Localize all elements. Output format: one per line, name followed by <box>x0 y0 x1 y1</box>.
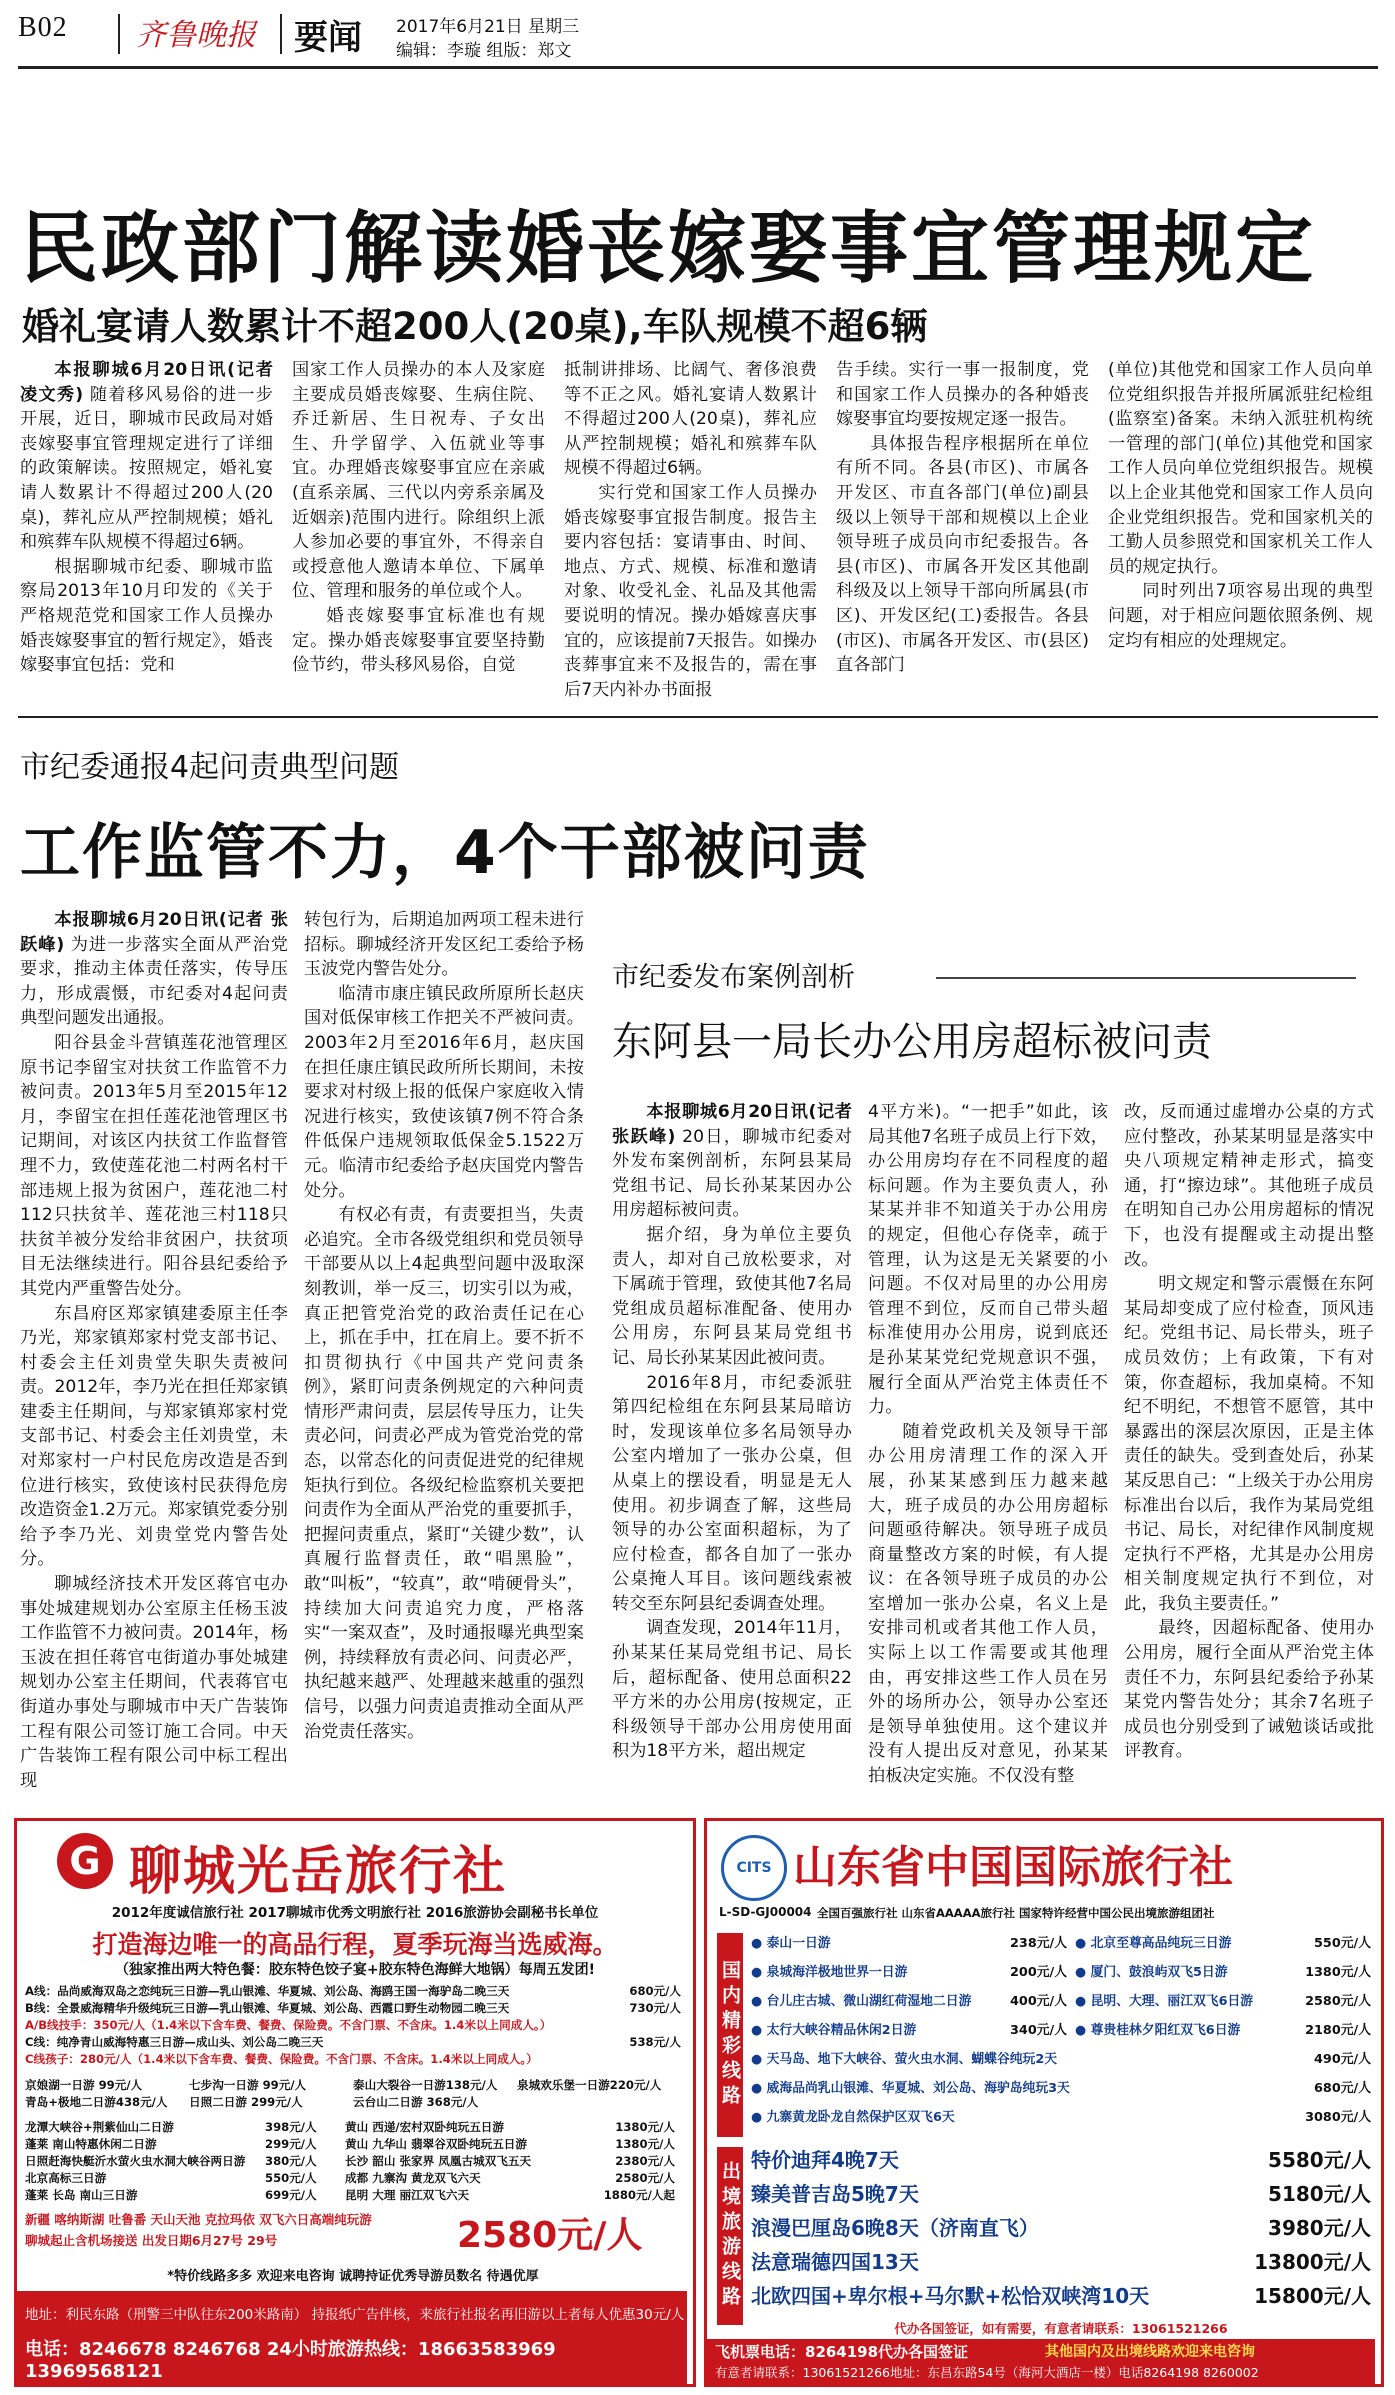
article3-col1: 本报聊城6月20日讯(记者 张跃峰) 20日，聊城市纪委对外发布案例剖析，东阿县某局党组书记、局长孙某某因办公用房超标被问责。 据介绍，身为单位主要负责人，却对自己放松要求，对下属疏于管理，致使其他7名局党组成员超标准配备、使用办公用房，东阿县某局党组书记、局长孙某某因此被问责。 2016年8月，市纪委派驻第四纪检组在东阿县某局暗访时，发现该单位多名局领导办公室内增加了一张办公桌，但从桌上的摆设看，明显是无人使用。初步调查了解，这些局领导的办公室面积超标，为了应付检查，都各自加了一张办公桌掩人耳目。该问题线索被转交至东阿县纪委调查处理。 调查发现，2014年11月，孙某某任某局党组书记、局长后，超标配备、使用总面积22平方米的办公用房(按规定，正科级领导干部办公用房使用面积为18平方米，超出规定 <box>612 1102 853 1762</box>
route-row <box>751 2103 1371 2132</box>
short-trips <box>25 2077 681 2111</box>
route-row <box>25 2051 681 2068</box>
route-name: ● 昆明、大理、丽江双飞6日游 <box>1075 1994 1254 2009</box>
trip-name: 昆明 大理 丽江双飞六天 <box>345 2188 470 2202</box>
trip-cell: 京娘湖一日游 99元/人 <box>25 2078 143 2092</box>
trip-price: 2580元/人 <box>615 2171 675 2185</box>
route-price: 2580元/人 <box>1305 1994 1371 2009</box>
outbound-routes <box>751 2143 1371 2313</box>
article2-col1: 本报聊城6月20日讯(记者 张跃峰) 为进一步落实全面从严治党要求，推动主体责任落实，传导压力，形成震慑，市纪委对4起问责典型问题发出通报。 阳谷县金斗营镇莲花池管理区原书记李留宝对扶贫工作监管不力被问责。2013年5月至2015年12月，李留宝在担任莲花池管理区书记期间，对该区内扶贫工作监督管理不力，致使莲花池二村两名村干部违规上报为贫困户，莲花池二村112只扶贫羊、莲花池三村118只扶贫羊被分发给非贫困户，扶贫项目无法继续进行。阳谷县纪委给予其党内严重警告处分。 东昌府区郑家镇建委原主任李乃光，郑家镇郑家村党支部书记、村委会主任刘贵堂失职失责被问责。2012年，李乃光在担任郑家镇建委主任期间，与郑家镇郑家村党支部书记、村委会主任刘贵堂，未对郑家村一户村民危房改造是否到位进行核实，致使该村民获得危房改造资金1.2万元。郑家镇党委分别给予李乃光、刘贵堂党内警告处分。 聊城经济技术开发区蒋官屯办事处城建规划办公室原主任杨玉波工作监管不力被问责。2014年，杨玉波在担任蒋官屯街道办事处城建规划办公室主任期间，代表蒋官屯街道办事处与聊城市中天广告装饰工程有限公司签订施工合同。中天广告装饰工程有限公司中标工程出现 <box>20 910 288 1791</box>
route-name: ● 泉城海洋极地世界一日游 <box>751 1965 908 1980</box>
trip-row <box>25 2077 681 2094</box>
issue-date: 2017年6月21日 星期三 <box>396 17 580 37</box>
route-price: 3980元/人 <box>1268 2216 1371 2240</box>
route-price: 200元/人 <box>1010 1965 1067 1980</box>
ad-cits-travel <box>704 1818 1384 2387</box>
company-logo: G <box>57 1833 113 1889</box>
route-name: 特价迪拜4晚7天 <box>751 2148 899 2172</box>
route-list <box>25 1983 681 2068</box>
route-row <box>751 2279 1371 2313</box>
route-row <box>25 2000 681 2017</box>
article3-col2: 4平方米)。“一把手”如此，该局其他7名班子成员上行下效，办公用房均存在不同程度的超标问题。作为主要负责人，孙某某并非不知道关于办公用房的规定，但他心存侥幸，疏于管理，认为这是无关紧要的小问题。不仅对局里的办公用房管理不到位，反而自己带头超标准使用办公用房，说到底还是孙某某党纪党规意识不强，履行全面从严治党主体责任不力。 随着党政机关及领导干部办公用房清理工作的深入开展，孙某某感到压力越来越大，班子成员的办公用房超标问题亟待解决。领导班子成员商量整改方案的时候，有人提议：在各领导班子成员的办公室增加一张办公桌，名义上是安排司机或者其他工作人员，实际上以工作需要或其他理由，再安排这些工作人员在另外的场所办公，领导办公室还是领导单独使用。这个建议并没有人提出反对意见，孙某某拍板决定实施。不仅没有整 <box>868 1102 1108 1787</box>
route-row <box>751 1987 1371 2016</box>
page-number: B02 <box>18 12 68 43</box>
route-name: ● 台儿庄古城、微山湖红荷湿地二日游 <box>751 1994 972 2009</box>
headline-3: 东阿县一局长办公用房超标被问责 <box>612 1019 1212 1065</box>
trip-row <box>25 2187 681 2204</box>
trip-row <box>25 2153 681 2170</box>
outbound-label: 出境旅游线路 <box>717 2147 743 2325</box>
trip-cell: 泉城欢乐堡一日游220元/人 <box>517 2078 662 2092</box>
trip-cell: 青岛+极地二日游438元/人 <box>25 2095 168 2109</box>
route-price: 5180元/人 <box>1268 2182 1371 2206</box>
route-name: 北欧四国+卑尔根+马尔默+松恰双峡湾10天 <box>751 2284 1150 2308</box>
kicker-2: 市纪委通报4起问责典型问题 <box>20 750 400 785</box>
trip-row <box>25 2170 681 2187</box>
article1-col4: 告手续。实行一事一报制度，党和国家工作人员操办的各种婚丧嫁娶事宜均要按规定逐一报告。 具体报告程序根据所在单位有所不同。各县(市区)、市属各开发区、市直各部门(单位)副县级以上领导干部和规模以上企业领导班子成员向市纪委报告。各县(市区)、市属各开发区其他副科级及以上领导干部向所属县(市区)、开发区纪(工)委报告。各县(市区)、市属各开发区、市(县区)直各部门 <box>836 360 1089 676</box>
route-name: ● 太行大峡谷精品休闲2日游 <box>751 2023 917 2038</box>
visa-contact: 代办各国签证，如有需要，有意者请联系：13061521266 <box>894 2321 1228 2336</box>
company-name: 山东省中国国际旅行社 <box>793 1842 1233 1893</box>
trip-name: 龙潭大峡谷+荆紫仙山二日游 <box>25 2120 174 2134</box>
trip-cell: 日照二日游 299元/人 <box>189 2095 303 2109</box>
more-routes: 其他国内及出境线路欢迎来电咨询 <box>1045 2344 1255 2360</box>
trip-row <box>25 2119 681 2136</box>
promo: 新疆 喀纳斯湖 吐鲁番 天山天池 克拉玛依 双飞六日高端纯玩游 <box>25 2212 372 2227</box>
route-name: A/B线技手：350元/人（1.4米以下含车费、餐费、保险费。不含门票、不含床。1.4米以上同成人。） <box>25 2018 552 2032</box>
route-row <box>751 1929 1371 1958</box>
trip-price: 1380元/人 <box>615 2120 675 2134</box>
address: 地址：利民东路（刑警三中队往东200米路南） 持报纸广告伴核，来旅行社报名再旧游以上者每人优惠30元/人 <box>25 2307 685 2323</box>
route-name: C线：纯净青山威海特惠三日游—成山头、刘公岛二晚三天 <box>25 2035 324 2049</box>
route-row <box>751 2074 1371 2103</box>
route-name: ● 北京至尊高品纯玩三日游 <box>1075 1936 1232 1951</box>
route-name: ● 天马岛、地下大峡谷、萤火虫水洞、蝴蝶谷纯玩2天 <box>751 2052 1058 2067</box>
trip-row <box>25 2136 681 2153</box>
route-name: ● 尊贵桂林夕阳红双飞6日游 <box>1075 2023 1241 2038</box>
article1-col1: 本报聊城6月20日讯(记者 凌文秀) 随着移风易俗的进一步开展，近日，聊城市民政局对婚丧嫁娶事宜管理规定进行了详细的政策解读。按照规定，婚礼宴请人数累计不得超过200人(20桌)，葬礼应从严控制规模；婚礼和殡葬车队规模不得超过6辆。 根据聊城市纪委、聊城市监察局2013年10月印发的《关于严格规范党和国家工作人员操办婚丧嫁娶事宜的暂行规定》，婚丧嫁娶事宜包括：党和 <box>20 360 273 676</box>
trip-name: 长沙 韶山 张家界 凤凰古城双飞五天 <box>345 2154 532 2168</box>
headline-1: 民政部门解读婚丧嫁娶事宜管理规定 <box>20 204 1317 294</box>
trip-name: 黄山 西递/宏村双卧纯玩五日游 <box>345 2120 504 2134</box>
phone: 电话：8246678 8246768 24小时旅游热线：18663583969 13969568121 <box>25 2339 556 2382</box>
route-price: 538元/人 <box>629 2035 681 2049</box>
route-name: ● 泰山一日游 <box>751 1936 831 1951</box>
byline: 本报聊城6月20日讯(记者 张跃峰) <box>20 910 288 955</box>
route-name: B线：全景威海精华升级纯玩三日游—乳山银滩、华夏城、刘公岛、西霞口野生动物园二晚三天 <box>25 2001 510 2015</box>
page-header <box>18 10 1378 62</box>
route-price: 238元/人 <box>1010 1936 1067 1951</box>
route-price: 1380元/人 <box>1305 1965 1371 1980</box>
trip-price: 2380元/人 <box>615 2154 675 2168</box>
route-name: 臻美普吉岛5晚7天 <box>751 2182 919 2206</box>
company-name: 聊城光岳旅行社 <box>129 1842 508 1902</box>
slogan-sub: （独家推出两大特色餐：胶东特色饺子宴+胶东特色海鲜大地锅）每周五发团! <box>114 1962 596 1978</box>
byline: 本报聊城6月20日讯(记者 凌文秀) <box>20 360 273 405</box>
trip-price: 299元/人 <box>265 2137 317 2151</box>
trip-name: 日照赶海快艇沂水萤火虫水洞大峡谷两日游 <box>25 2154 246 2168</box>
route-price: 5580元/人 <box>1268 2148 1371 2172</box>
domestic-routes <box>751 1929 1371 2132</box>
domestic-label: 国内精彩线路 <box>717 1933 743 2137</box>
contact-bar <box>17 2291 687 2384</box>
contact-bar <box>707 2339 1375 2384</box>
honors: 2012年度诚信旅行社 2017聊城市优秀文明旅行社 2016旅游协会副秘书长单位 <box>111 1905 599 1921</box>
route-price: 15800元/人 <box>1254 2284 1371 2308</box>
article1-col3: 抵制讲排场、比阔气、奢侈浪费等不正之风。婚礼宴请人数累计不得超过200人(20桌)，葬礼应从严控制规模；婚礼和殡葬车队规模不得超过6辆。 实行党和国家工作人员操办婚丧嫁娶事宜报告制度。报告主要内容包括：宴请事由、时间、地点、方式、规模、标准和邀请对象、收受礼金、礼品及其他需要说明的情况。操办婚嫁喜庆事宜的，应该提前7天报告。如操办丧葬事宜来不及报告的，需在事后7天内补办书面报 <box>564 360 817 700</box>
route-price: 680元/人 <box>629 1984 681 1998</box>
kicker-3: 市纪委发布案例剖析 <box>612 962 855 993</box>
route-row <box>25 2034 681 2051</box>
trip-price: 550元/人 <box>265 2171 317 2185</box>
trip-price: 380元/人 <box>265 2154 317 2168</box>
kicker-line <box>936 977 1356 979</box>
notice: *特价线路多多 欢迎来电咨询 诚聘持证优秀导游员数名 待遇优厚 <box>167 2269 539 2284</box>
trip-name: 成都 九寨沟 黄龙双飞六天 <box>345 2171 481 2185</box>
route-row <box>751 2045 1371 2074</box>
route-row <box>751 2245 1371 2279</box>
route-price: 730元/人 <box>629 2001 681 2015</box>
route-price: 2180元/人 <box>1305 2023 1371 2038</box>
license: L-SD-GJ00004 <box>719 1905 812 1919</box>
flight-phone: 飞机票电话：8264198代办各国签证 <box>715 2343 969 2361</box>
route-price: 400元/人 <box>1010 1994 1067 2009</box>
trip-cell <box>517 2094 681 2111</box>
route-row <box>751 2143 1371 2177</box>
route-name: C线孩子：280元/人（1.4米以下含车费、餐费、保险费。不含门票、不含床。1.4米以上同成人。） <box>25 2052 538 2066</box>
route-name: ● 威海品尚乳山银滩、华夏城、刘公岛、海驴岛纯玩3天 <box>751 2081 1070 2096</box>
trip-price: 1880元/人起 <box>603 2188 675 2202</box>
route-row <box>25 1983 681 2000</box>
route-row <box>751 2016 1371 2045</box>
headline-2: 工作监管不力，4个干部被问责 <box>20 818 870 888</box>
route-price: 490元/人 <box>1314 2052 1371 2067</box>
trip-row <box>25 2094 681 2111</box>
route-row <box>25 2017 681 2034</box>
article3-col3: 改，反而通过虚增办公桌的方式应付整改，孙某某明显是落实中央八项规定精神走形式，搞变通，打“擦边球”。其他班子成员在明知自己办公用房超标的情况下，也没有提醒或主动提出整改。 明文规定和警示震慑在东阿某局却变成了应付检查，顶风违纪。党组书记、局长带头，班子成员效仿；上有政策，下有对策，你查超标，我加桌椅。不知纪不明纪，不想管不愿管，其中暴露出的深层次原因，正是主体责任的缺失。受到查处后，孙某某反思自己：“上级关于办公用房标准出台以后，我作为某局党组书记、局长，对纪律作风制度规定执行不严格，尤其是办公用房相关制度规定执行不到位，对此，我负主要责任。” 最终，因超标配备、使用办公用房，履行全面从严治党主体责任不力，东阿县纪委给予孙某某党内警告处分；其余7名班子成员也分别受到了诫勉谈话或批评教育。 <box>1124 1102 1374 1762</box>
article1-col5: (单位)其他党和国家工作人员向单位党组织报告并报所属派驻纪检组(监察室)备案。未纳入派驻机构统一管理的部门(单位)其他党和国家工作人员向单位党组织报告。规模以上企业其他党和国家工作人员向企业党组织报告。党和国家机关的工勤人员参照党和国家机关工作人员的规定执行。 同时列出7项容易出现的典型问题，对于相应问题依照条例、规定均有相应的处理规定。 <box>1108 360 1373 651</box>
article2-col2: 转包行为，后期追加两项工程未进行招标。聊城经济开发区纪工委给予杨玉波党内警告处分。 临清市康庄镇民政所原所长赵庆国对低保审核工作把关不严被问责。2003年2月至2016年6月，赵庆国在担任康庄镇民政所所长期间，未按要求对村级上报的低保户家庭收入情况进行核实，致使该镇7例不符合条件低保户违规领取低保金5.1522万元。临清市纪委给予赵庆国党内警告处分。 有权必有责，有责要担当，失责必追究。全市各级党组织和党员领导干部要从以上4起典型问题中汲取深刻教训，举一反三，切实引以为戒，真正把管党治党的政治责任记在心上，抓在手中，扛在肩上。要不折不扣贯彻执行《中国共产党问责条例》，紧盯问责条例规定的六种问责情形严肃问责，层层传导压力，让失责必问，问责必严成为管党治党的常态，以常态化的问责促进党的纪律规矩执行到位。各级纪检监察机关要把问责作为全面从严治党的重要抓手，把握问责重点，紧盯“关键少数”，认真履行监督责任，敢“唱黑脸”，敢“叫板”，“较真”，敢“啃硬骨头”，持续加大问责追究力度，严格落实“一案双查”，及时通报曝光典型案例，持续释放有责必问、问责必严，执纪越来越严、处理越来越重的强烈信号，以强力问责追责推动全面从严治党责任落实。 <box>304 910 584 1742</box>
promo-date: 聊城起止含机场接送 出发日期6月27号 29号 <box>25 2233 278 2248</box>
slogan: 打造海边唯一的高品行程，夏季玩海当选威海。 <box>92 1930 618 1959</box>
route-row <box>751 1958 1371 1987</box>
route-name: A线：品尚威海双岛之恋纯玩三日游—乳山银滩、华夏城、刘公岛、海鸥王国一海驴岛二晚三天 <box>25 1984 510 1998</box>
globe-icon: CITS <box>721 1835 787 1901</box>
trip-name: 北京高标三日游 <box>25 2171 107 2185</box>
route-price: 13800元/人 <box>1254 2250 1371 2274</box>
route-row <box>751 2177 1371 2211</box>
ad-guangyue-travel <box>14 1818 696 2387</box>
byline: 本报聊城6月20日讯(记者 张跃峰) <box>612 1102 852 1147</box>
trip-name: 蓬莱 长岛 南山三日游 <box>25 2188 138 2202</box>
route-name: 浪漫巴厘岛6晚8天（济南直飞） <box>751 2216 1039 2240</box>
long-trips <box>25 2119 681 2204</box>
article1-col2: 国家工作人员操办的本人及家庭主要成员婚丧嫁娶、生病住院、乔迁新居、生日祝寿、子女出生、升学留学、入伍就业等事宜。办理婚丧嫁娶事宜应在亲戚(直系亲属、三代以内旁系亲属及近姻亲)范围内进行。除组织上派人参加必要的事宜外，不得亲自或授意他人邀请本单位、下属单位、管理和服务的单位或个人。 婚丧嫁娶事宜标准也有规定。操办婚丧嫁娶事宜要坚持勤俭节约，带头移风易俗，自觉 <box>292 360 545 676</box>
subheadline-1: 婚礼宴请人数累计不超200人(20桌),车队规模不超6辆 <box>22 305 928 348</box>
route-price: 340元/人 <box>1010 2023 1067 2038</box>
address: 有意者请联系：13061521266地址：东昌东路54号（海河大酒店一楼）电话8264198 8260002 <box>715 2365 1259 2380</box>
trip-price: 1380元/人 <box>615 2137 675 2151</box>
section-title: 要闻 <box>294 18 362 58</box>
route-price: 3080元/人 <box>1305 2110 1371 2125</box>
trip-cell: 云台山二日游 368元/人 <box>353 2095 479 2109</box>
trip-price: 398元/人 <box>265 2120 317 2134</box>
divider <box>118 14 120 54</box>
promo-price: 2580元/人 <box>457 2215 643 2256</box>
divider <box>280 14 282 54</box>
kicker-3-box <box>600 955 1376 1000</box>
newspaper-logo: 齐鲁晚报 <box>136 18 256 53</box>
route-price: 680元/人 <box>1314 2081 1371 2096</box>
route-name: ● 厦门、鼓浪屿双飞5日游 <box>1075 1965 1228 1980</box>
trip-cell: 七步沟一日游 99元/人 <box>189 2078 307 2092</box>
trip-name: 黄山 九华山 翡翠谷双卧纯玩五日游 <box>345 2137 527 2151</box>
trip-name: 蓬莱 南山特惠休闲二日游 <box>25 2137 157 2151</box>
route-row <box>751 2211 1371 2245</box>
trip-cell: 泰山大裂谷一日游138元/人 <box>353 2078 498 2092</box>
route-name: ● 九寨黄龙卧龙自然保护区双飞6天 <box>751 2110 955 2125</box>
route-name: 法意瑞德四国13天 <box>751 2250 919 2274</box>
section-rule <box>18 716 1378 718</box>
header-rule <box>18 66 1378 69</box>
editor-line: 编辑：李璇 组版：郑文 <box>396 41 572 61</box>
honors: 全国百强旅行社 山东省AAAAA旅行社 国家特许经营中国公民出境旅游组团社 <box>817 1906 1215 1920</box>
route-price: 550元/人 <box>1314 1936 1371 1951</box>
trip-price: 699元/人 <box>265 2188 317 2202</box>
